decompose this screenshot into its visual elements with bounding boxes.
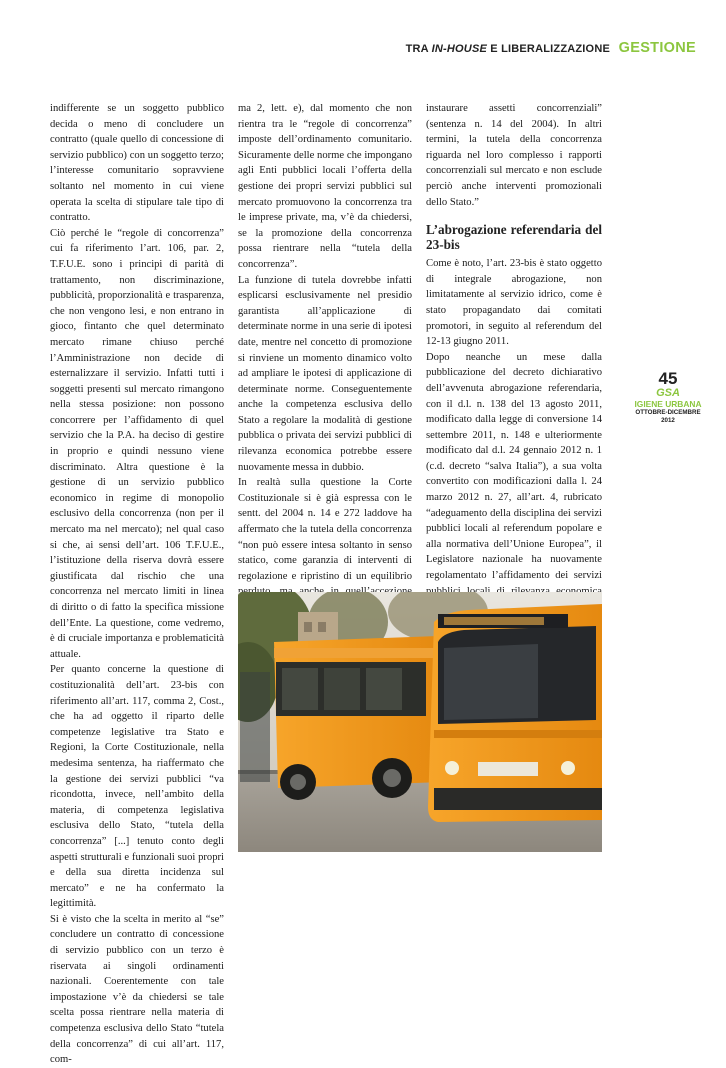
section-subheading: L’abrogazione referendaria del 23-bis bbox=[426, 222, 602, 253]
magazine-title: IGIENE URBANA bbox=[634, 399, 702, 409]
paragraph: Si è visto che la scelta in merito al “se” concludere un contratto di concessione di servizio pubblico con un terzo è riservata ai singoli ordinamenti nazionali. Coerentemente con tale impostazione v’è da chiedersi se tale scelta possa rientrare nella materia di competenza esclusiva dello Stato “tutela della concorrenza” di cui all’art. 117, com- bbox=[50, 913, 224, 1066]
buses-photo bbox=[238, 592, 602, 852]
section-title: TRA IN-HOUSE E LIBERALIZZAZIONE bbox=[405, 43, 610, 55]
paragraph: La funzione di tutela dovrebbe infatti esplicarsi esclusivamente nel presidio garantista all’applicazione di determinate norme in una serie di ipotesi date, mentre nel concetto di promozione si rinviene un momento dinamico volto ad ampliare le ipotesi di applicazione di determinate norme. Conseguentemente anche la competenza esclusiva dello Stato a regolare la modalità di gestione pubblica o privata dei servizi pubblici di rilevanza economica potrebbe essere nuovamente messa in dubbio. bbox=[238, 274, 412, 473]
paragraph: instaurare assetti concorrenziali” (sentenza n. 14 del 2004). In altri termini, la tutela della concorrenza riguarda nel loro complesso i rapporti concorrenziali sul mercato e non esclude perciò anche interventi promozionali dello Stato.” bbox=[426, 103, 602, 208]
paragraph: Come è noto, l’art. 23-bis è stato oggetto di integrale abrogazione, non limitatamente al servizio idrico, come è stato propagandato dai comitati promotori, in seguito al referendum del 12-13 giugno 2011. bbox=[426, 258, 602, 348]
paragraph: Ciò perché le “regole di concorrenza” cui fa riferimento l’art. 106, par. 2, T.F.U.E. sono i principi di parità di trattamento, non discriminazione, pubblicità, proporzionalità e trasparenza, che non vengono lesi, e non entrano in gioco, fintanto che quel determinato mercato rimane chiuso perché l’Amministrazione non decide di esternalizzare il servizio. Infatti tutti i soggetti presenti sul mercato rimangono nella stessa posizione: non possono concorrere per l’affidamento di quel servizio che la P.A. ha deciso di gestire in proprio e quindi nessuno viene discriminato. Altra questione è la gestione di un servizio pubblico economico in regime di monopolio esclusivo della concorrenza (non per il mercato ma nel mercato); nel qual caso si che, ai sensi dell’art. 106 T.F.U.E., l’istituzione della riserva dovrà essere giustificata dal rischio che una concorrenza nel mercato limiti in linea di diritto o di fatto la specifica missione dell’Ente. La questione, come vedremo, è di cruciale importanza e problematicità attuale. bbox=[50, 227, 224, 660]
page-number: 45 bbox=[658, 369, 678, 388]
issue-date: OTTOBRE-DICEMBRE 2012 bbox=[635, 409, 701, 424]
paragraph: ma 2, lett. e), dal momento che non rientra tra le “regole di concorrenza” imposte dell’ordinamento comunitario. Sicuramente delle norme che impongano agli Enti pubblici locali l’offerta della gestione dei propri servizi pubblici sul mercato promuovono la concorrenza tra le imprese private, ma, v’è da chiedersi, se la promozione della concorrenza possa rientrare nella “tutela della concorrenza”. bbox=[238, 103, 412, 270]
page-number-box bbox=[628, 370, 708, 425]
rubric-label: GESTIONE bbox=[618, 40, 696, 56]
paragraph: Per quanto concerne la questione di costituzionalità dell’art. 23-bis con riferimento all’art. 117, comma 2, Cost., che ha ad oggetto il riparto delle competenze legislative tra Stato e Regioni, la Corte Costituzionale, nella medesima sentenza, ha riaffermato che la gestione dei servizi pubblici “va ricondotta, invece, nell’ambito della materia, di competenza legislativa esclusiva dello Stato, “tutela della concorrenza” [...] tenuto conto degli aspetti strutturali e funzionali suoi propri e della sua diretta incidenza sul mercato” e ne ha confermato la legittimità. bbox=[50, 664, 224, 910]
paragraph: Dopo neanche un mese dalla pubblicazione del decreto dichiarativo dell’avvenuta abrogazione referendaria, con il d.l. n. 138 del 13 agosto 2011, modificato dalla legge di conversione 14 settembre 2011, n. 148 e ulteriormente modificato dal d.l. 24 gennaio 2012 n. 1 (c.d. decreto “salva Italia”), a sua volta convertito con modificazioni dalla l. 24 marzo 2012 n. 27, all’art. 4, rubricato “adeguamento della disciplina dei servizi pubblici locali al referendum popolare e alla normativa dell’Unione Europea”, il Legislatore nazionale ha nuovamente regolamentato l’affidamento dei servizi bbox=[426, 351, 602, 582]
paragraph: In realtà sulla questione la Corte Costituzionale si è già espressa con le sentt. del 2004 n. 14 e 272 laddove ha affermato che la tutela della concorrenza “non può essere intesa soltanto in senso statico, come garanzia di interventi di regolazione e ripristino di un equilibrio bbox=[238, 477, 412, 582]
magazine-logo: GSA bbox=[656, 387, 680, 399]
running-header bbox=[0, 40, 726, 60]
buses-illustration bbox=[238, 592, 602, 852]
text-column-1 bbox=[50, 101, 224, 1068]
paragraph: indifferente se un soggetto pubblico decida o meno di concludere un contratto (quale quello di concessione di servizio pubblico) con un soggetto terzo; l’interesse comunitario sopravviene soltanto nel momento in cui viene operata la scelta di stipulare tale tipo di contratto. bbox=[50, 103, 224, 224]
